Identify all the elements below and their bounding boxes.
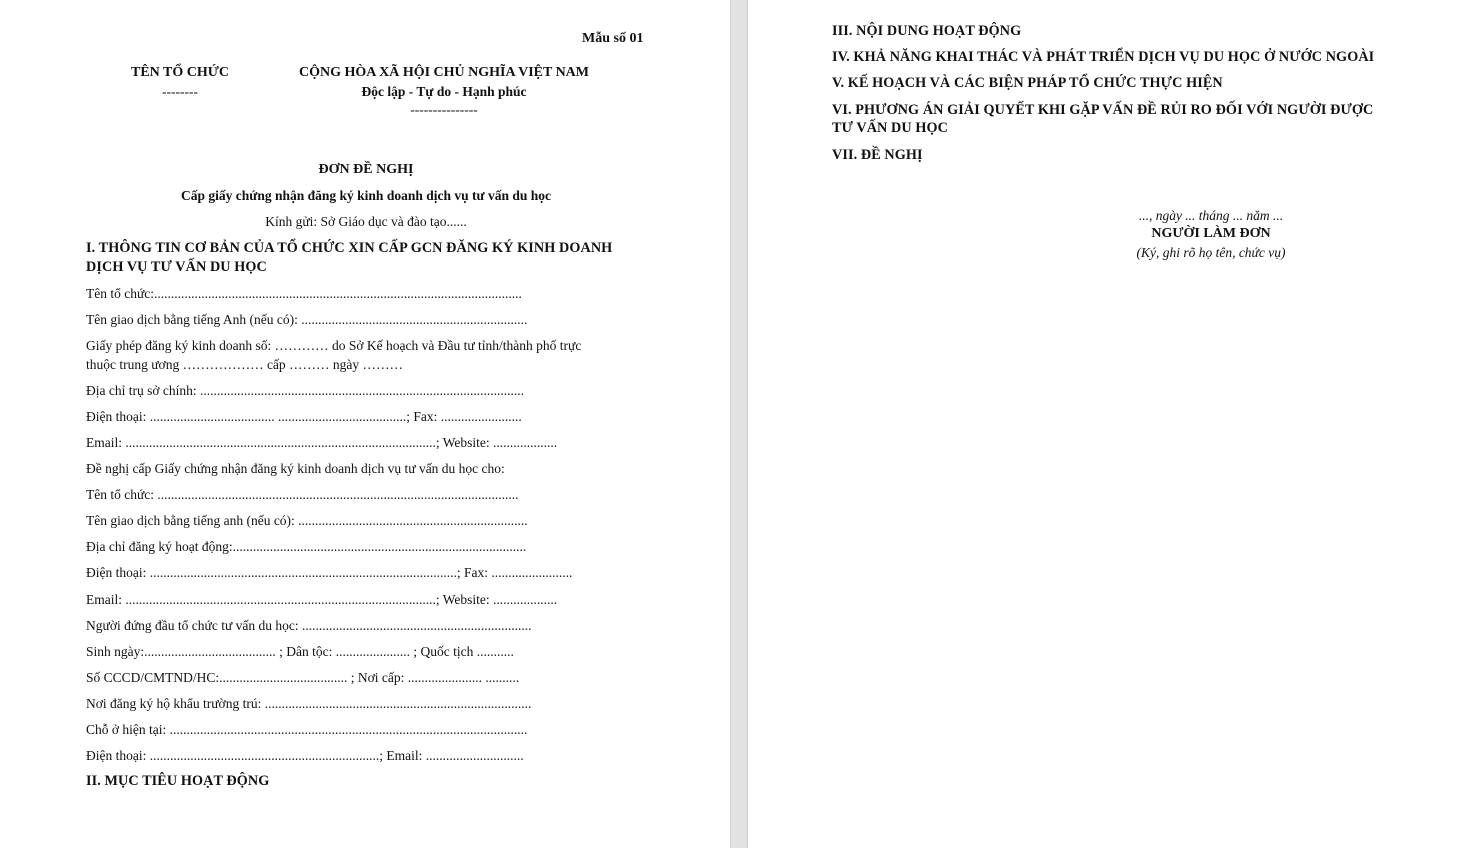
- field-current-residence: Chỗ ở hiện tại: ..........................................................................................................: [86, 722, 528, 737]
- field-phone-email: Điện thoại: ....................................................................; Email: .............................: [86, 748, 524, 763]
- organization-name: TÊN TỔ CHỨC: [130, 65, 229, 80]
- field-phone-fax: Điện thoại: ..................................... ......................................; Fax: ........................: [86, 409, 522, 424]
- section-1-heading: I. THÔNG TIN CƠ BẢN CỦA TỔ CHỨC XIN CẤP GCN ĐĂNG KÝ KINH DOANH: [86, 240, 613, 256]
- document-page-right: [748, 0, 1477, 848]
- section-4-heading: IV. KHẢ NĂNG KHAI THÁC VÀ PHÁT TRIỂN DỊCH VỤ DU HỌC Ở NƯỚC NGOÀI: [832, 49, 1375, 65]
- date-line: ..., ngày ... tháng ... năm ...: [1138, 208, 1284, 223]
- signer-note: (Ký, ghi rõ họ tên, chức vụ): [1136, 245, 1286, 260]
- field-english-name: Tên giao dịch bằng tiếng Anh (nếu có): ...................................................................: [86, 312, 528, 327]
- section-5-heading: V. KẾ HOẠCH VÀ CÁC BIỆN PHÁP TỔ CHỨC THỰC HIỆN: [832, 75, 1223, 91]
- republic-heading: CỘNG HÒA XÃ HỘI CHỦ NGHĨA VIỆT NAM: [298, 65, 589, 80]
- motto-divider: ---------------: [410, 102, 478, 117]
- section-6-heading-cont: TƯ VẤN DU HỌC: [832, 120, 948, 136]
- addressee-line: Kính gửi: Sở Giáo dục và đào tạo......: [265, 214, 467, 229]
- field-email-website-2: Email: ............................................................................................; Website: ...................: [86, 592, 558, 607]
- field-birth-ethnicity-nationality: Sinh ngày:....................................... ; Dân tộc: ...................... ; Quốc tịch ...........: [86, 644, 514, 659]
- document-subtitle: Cấp giấy chứng nhận đăng ký kinh doanh dịch vụ tư vấn du học: [181, 188, 551, 203]
- field-phone-fax-2: Điện thoại: ...........................................................................................; Fax: ........................: [86, 565, 573, 580]
- section-6-heading: VI. PHƯƠNG ÁN GIẢI QUYẾT KHI GẶP VẤN ĐỀ RỦI RO ĐỐI VỚI NGƯỜI ĐƯỢC: [832, 102, 1374, 118]
- field-operating-address: Địa chỉ đăng ký hoạt động:.......................................................................................: [86, 539, 527, 554]
- organization-divider: --------: [162, 84, 198, 99]
- field-business-license: Giấy phép đăng ký kinh doanh số: ………… do Sở Kế hoạch và Đầu tư tỉnh/thành phố trực: [86, 338, 582, 353]
- signer-title: NGƯỜI LÀM ĐƠN: [1151, 226, 1271, 241]
- field-business-license-cont: thuộc trung ương ……………… cấp ……… ngày ………: [86, 357, 404, 372]
- section-1-heading-cont: DỊCH VỤ TƯ VẤN DU HỌC: [86, 259, 267, 275]
- field-org-name: Tên tổ chức:.............................................................................................................: [86, 286, 522, 301]
- section-7-heading: VII. ĐỀ NGHỊ: [832, 147, 923, 163]
- form-number: Mẫu số 01: [582, 31, 644, 46]
- document-title: ĐƠN ĐỀ NGHỊ: [318, 162, 414, 177]
- field-head-person: Người đứng đầu tổ chức tư vấn du học: ....................................................................: [86, 618, 532, 633]
- page-gutter: [731, 0, 748, 848]
- document-page-left: [0, 0, 731, 848]
- field-head-office: Địa chỉ trụ sở chính: ................................................................................................: [86, 383, 524, 398]
- section-2-heading: II. MỤC TIÊU HOẠT ĐỘNG: [86, 773, 270, 789]
- field-request-intro: Đề nghị cấp Giấy chứng nhận đăng ký kinh doanh dịch vụ tư vấn du học cho:: [86, 461, 505, 476]
- field-english-name-2: Tên giao dịch bằng tiếng anh (nếu có): ....................................................................: [86, 513, 528, 528]
- national-motto: Độc lập - Tự do - Hạnh phúc: [361, 84, 527, 99]
- section-3-heading: III. NỘI DUNG HOẠT ĐỘNG: [832, 23, 1022, 39]
- field-id-number: Số CCCD/CMTND/HC:...................................... ; Nơi cấp: ...................... ..........: [86, 670, 520, 685]
- field-org-name-2: Tên tổ chức: ...........................................................................................................: [86, 487, 519, 502]
- field-permanent-residence: Nơi đăng ký hộ khẩu trường trú: ...............................................................................: [86, 696, 532, 711]
- field-email-website: Email: ............................................................................................; Website: ...................: [86, 435, 558, 450]
